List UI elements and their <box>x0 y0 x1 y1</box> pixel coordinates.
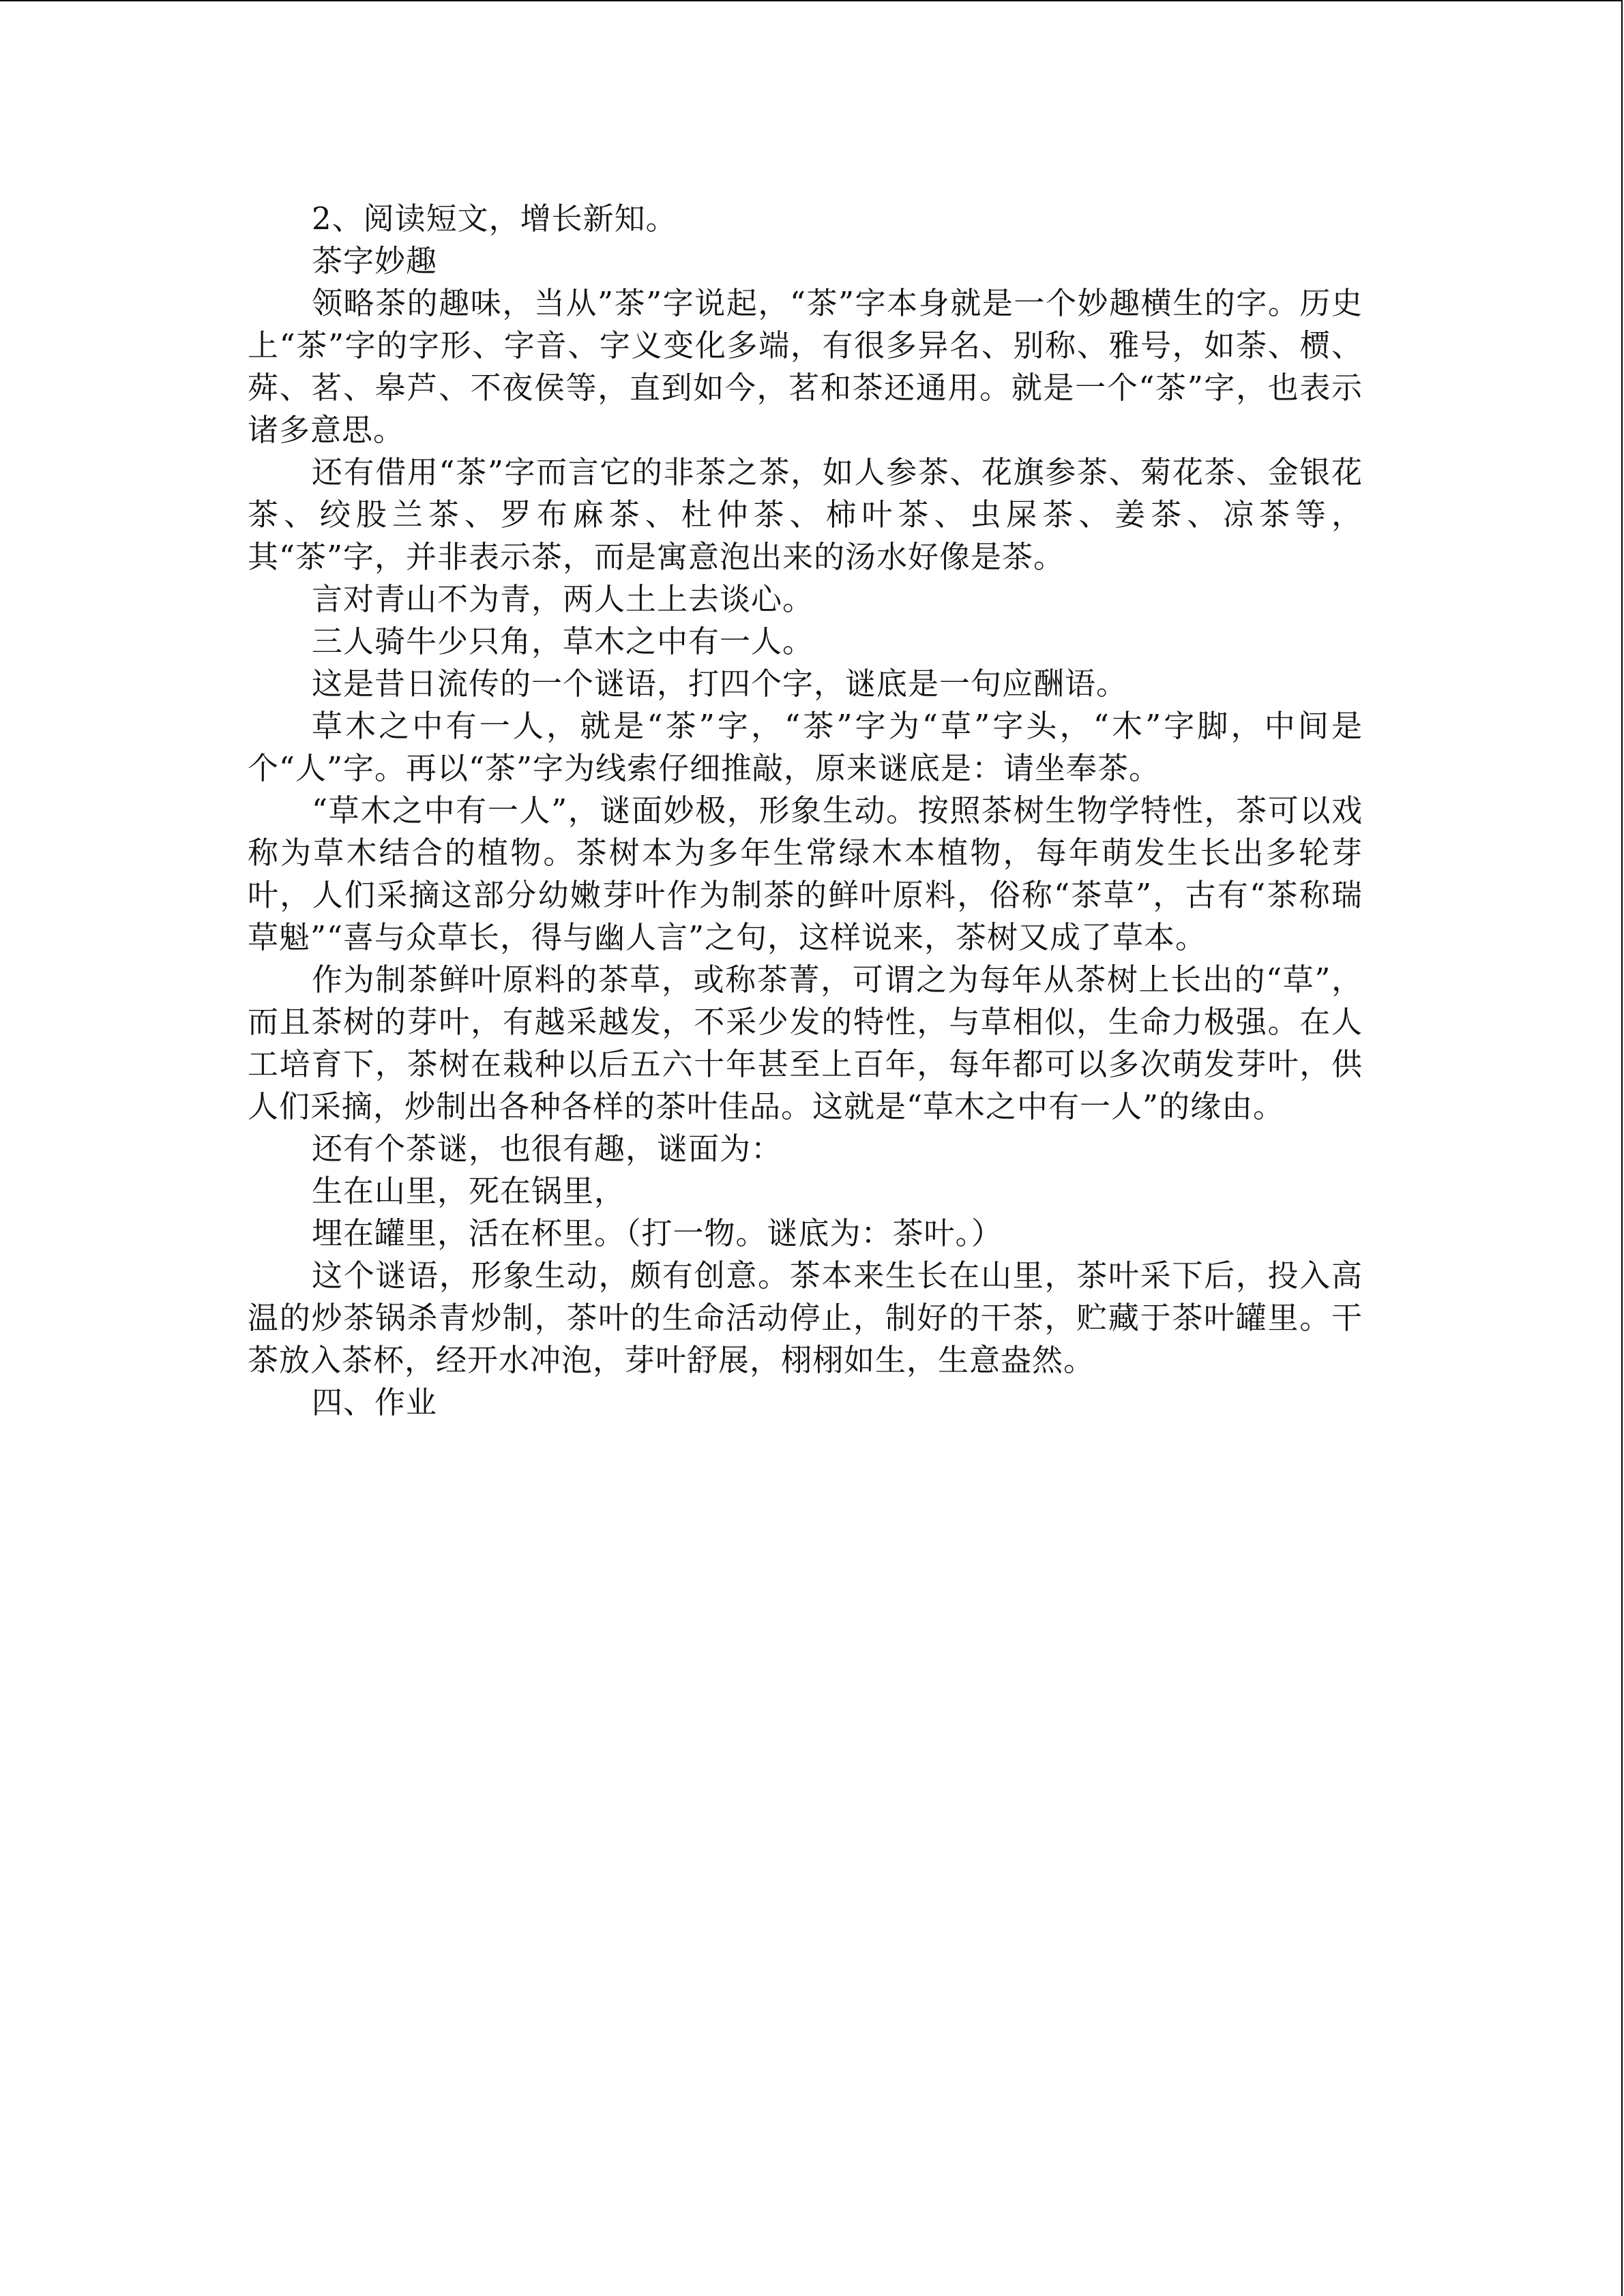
article-title: 茶字妙趣 <box>312 243 438 279</box>
riddle-line-2: 三人骑牛少只角，草木之中有一人。 <box>312 623 814 659</box>
paragraph-tea-grass: 作为制茶鲜叶原料的茶草，或称茶菁，可谓之为每年从茶树上长出的“草”，而且茶树的芽叶，有越采越发，不采少发的特性，与草相似，生命力极强。在人工培育下，茶树在栽种以后五六十年甚至上百年，每年都可以多次萌发芽叶，供人们采摘，炒制出各种各样的茶叶佳品。这就是“草木之中有一人”的缘由。 <box>248 961 1363 1124</box>
riddle2-line-1: 生在山里，死在锅里， <box>312 1173 626 1209</box>
paragraph-intro: 领略茶的趣味，当从”茶”字说起，“茶”字本身就是一个妙趣横生的字。历史上“茶”字的字形、字音、字义变化多端，有很多异名、别称、雅号，如荼、槚、荈、茗、皋芦、不夜侯等，直到如今，茗和茶还通用。就是一个“茶”字，也表示诸多意思。 <box>248 285 1363 448</box>
section-heading-homework: 四、作业 <box>312 1384 438 1420</box>
paragraph-grass-wood: “草木之中有一人”，谜面妙极，形象生动。按照茶树生物学特性，茶可以戏称为草木结合的植物。茶树本为多年生常绿木本植物，每年萌发生长出多轮芽叶，人们采摘这部分幼嫩芽叶作为制茶的鲜叶原料，俗称“茶草”，古有“茶称瑞草魁”“喜与众草长，得与幽人言”之句，这样说来，茶树又成了草本。 <box>248 792 1363 955</box>
section-heading-reading: 2、阅读短文，增长新知。 <box>312 200 677 237</box>
paragraph-riddle-note: 这是昔日流传的一个谜语，打四个字，谜底是一句应酬语。 <box>312 666 1128 702</box>
paragraph-riddle2-explain: 这个谜语，形象生动，颇有创意。茶本来生长在山里，茶叶采下后，投入高温的炒茶锅杀青炒制，茶叶的生命活动停止，制好的干茶，贮藏于茶叶罐里。干茶放入茶杯，经开水冲泡，芽叶舒展，栩栩如生，生意盎然。 <box>248 1257 1363 1378</box>
paragraph-riddle-answer: 草木之中有一人，就是“茶”字，“茶”字为“草”字头，“木”字脚，中间是个“人”字。再以“茶”字为线索仔细推敲，原来谜底是：请坐奉茶。 <box>248 708 1363 786</box>
riddle-line-1: 言对青山不为青，两人土上去谈心。 <box>312 581 814 617</box>
paragraph-another-riddle: 还有个茶谜，也很有趣，谜面为： <box>312 1131 783 1167</box>
riddle2-line-2: 埋在罐里，活在杯里。（打一物。谜底为：茶叶。） <box>312 1215 1003 1251</box>
document-body <box>248 198 1363 1424</box>
paragraph-non-tea: 还有借用“茶”字而言它的非茶之茶，如人参茶、花旗参茶、菊花茶、金银花茶、绞股兰茶、罗布麻茶、杜仲茶、柿叶茶、虫屎茶、姜茶、凉茶等，其“茶”字，并非表示茶，而是寓意泡出来的汤水好像是茶。 <box>248 454 1363 575</box>
